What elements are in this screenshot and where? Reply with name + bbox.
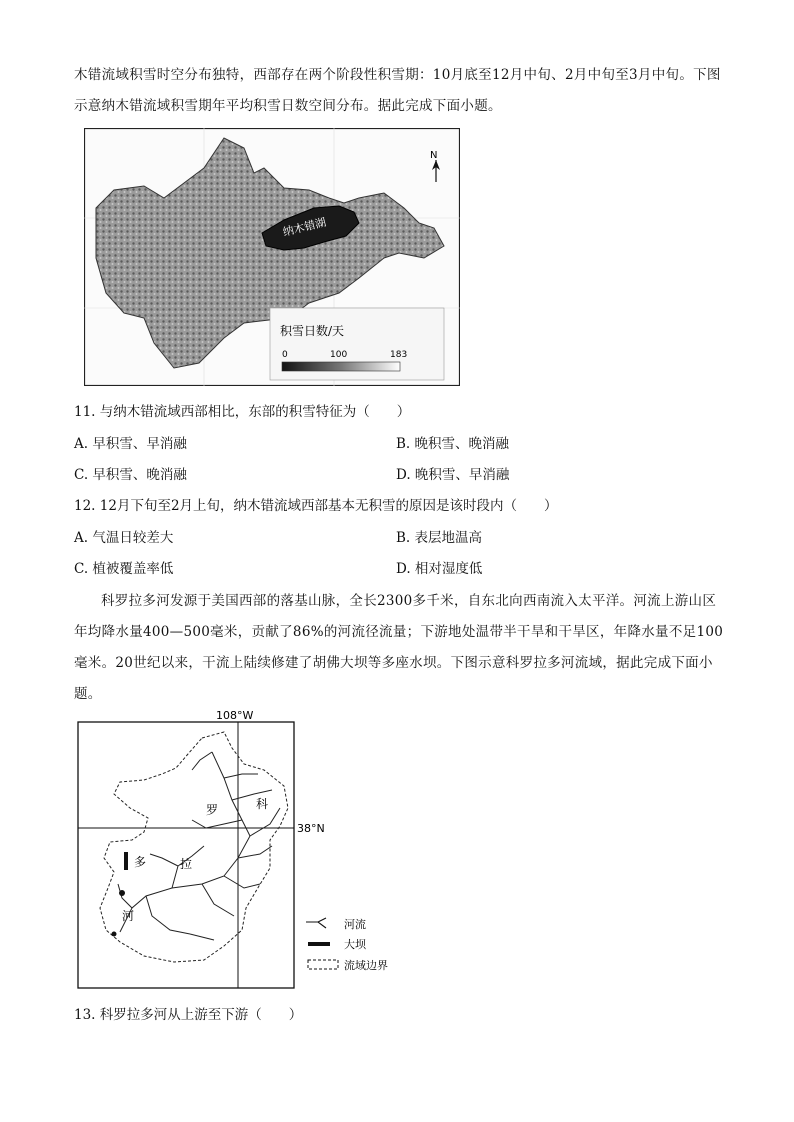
q12-option-b[interactable]: B. 表层地温高: [396, 530, 483, 546]
q11-option-c[interactable]: C. 早积雪、晚消融: [74, 467, 187, 483]
passage-1: 木错流域积雪时空分布独特，西部存在两个阶段性积雪期：10月底至12月中旬、2月中旬至3月中旬。下图 示意纳木错流域积雪期年平均积雪日数空间分布。据此完成下面小题。: [74, 67, 721, 114]
legend-dam: 大坝: [344, 938, 366, 951]
scale-tick-100: 100: [330, 350, 348, 360]
river-char-he: 河: [122, 909, 135, 923]
color-scale-bar: [282, 362, 400, 371]
north-label: N: [430, 150, 438, 161]
boundary-legend-icon: [308, 960, 338, 969]
legend-river: 河流: [344, 918, 366, 931]
river-char-ke: 科: [256, 797, 269, 811]
passage-2: 科罗拉多河发源于美国西部的落基山脉，全长2300多千米，自东北向西南流入太平洋。河流上游山区年均降水量400—500毫米，贡献了86%的河流径流量；下游地处温带半干旱和干旱区，年降水量不足100毫米。20世纪以来，干流上陆续修建了胡佛大坝等多座水坝。下图示意科罗拉多河流域，据此完成下面小题。: [74, 593, 724, 702]
q11-option-a[interactable]: A. 早积雪、早消融: [74, 436, 187, 452]
scale-tick-0: 0: [282, 350, 288, 360]
lat-label: 38°N: [297, 822, 325, 835]
q13-stem: 13. 科罗拉多河从上游至下游（ ）: [74, 1007, 303, 1023]
dam-legend-icon: [308, 942, 330, 946]
river-char-duo: 多: [134, 855, 147, 869]
river-char-la: 拉: [180, 857, 193, 871]
scale-tick-183: 183: [390, 350, 408, 360]
map2-legend: [306, 917, 388, 972]
lake-label: 纳木错湖: [281, 215, 328, 239]
legend-title: 积雪日数/天: [280, 324, 345, 338]
dam-upper: [124, 852, 128, 870]
snow-days-map: [84, 128, 460, 386]
river-legend-icon: [306, 922, 326, 928]
q12-option-c[interactable]: C. 植被覆盖率低: [74, 561, 174, 577]
q12-option-a[interactable]: A. 气温日较差大: [74, 530, 174, 546]
q11-stem: 11. 与纳木错流域西部相比，东部的积雪特征为（ ）: [74, 404, 411, 420]
river-char-luo: 罗: [206, 803, 219, 817]
legend-boundary: 流域边界: [344, 959, 388, 972]
q12-stem: 12. 12月下旬至2月上旬，纳木错流域西部基本无积雪的原因是该时段内（ ）: [74, 498, 558, 514]
outlet-marker: [112, 932, 117, 937]
lon-label: 108°W: [216, 709, 254, 722]
dam-marker: [119, 890, 125, 896]
q12-option-d[interactable]: D. 相对湿度低: [396, 561, 483, 577]
q11-option-b[interactable]: B. 晚积雪、晚消融: [396, 436, 510, 452]
q11-option-d[interactable]: D. 晚积雪、早消融: [396, 467, 510, 483]
colorado-river-map: [74, 708, 414, 993]
